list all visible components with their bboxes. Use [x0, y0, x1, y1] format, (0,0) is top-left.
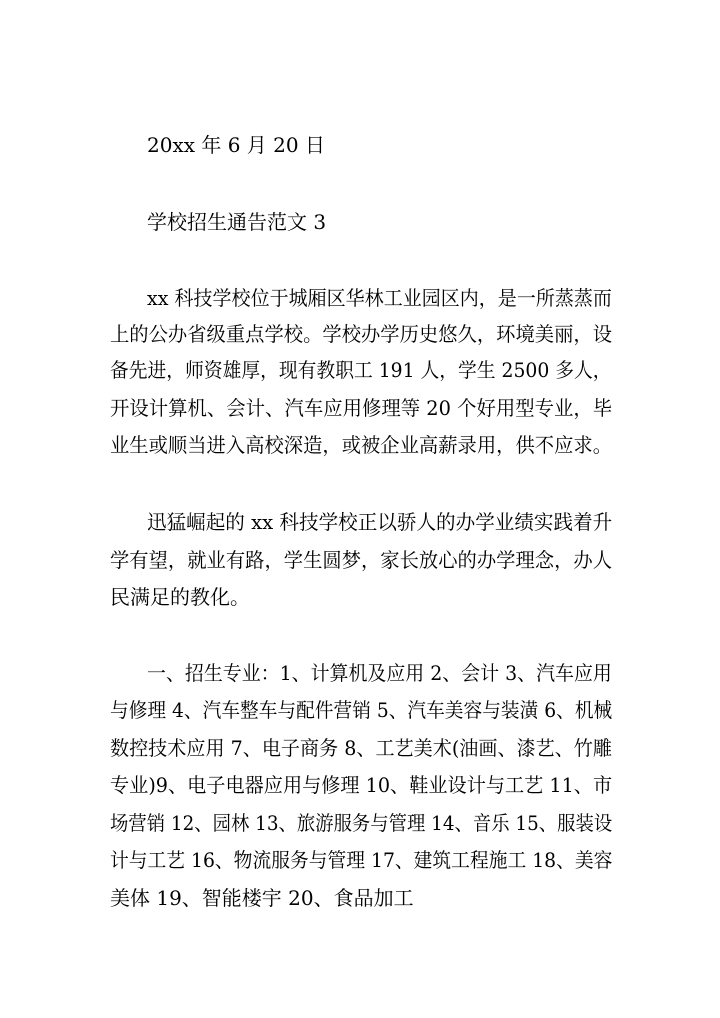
- paragraph-2-line: 学有望，就业有路，学生圆梦，家长放心的办学理念，办人: [110, 548, 613, 572]
- paragraph-1-line: 业生或顺当进入高校深造，或被企业高薪录用，供不应求。: [110, 433, 613, 457]
- paragraph-3-line: 场营销 12、园林 13、旅游服务与管理 14、音乐 15、服装设: [110, 811, 613, 835]
- document-date: 20xx 年 6 月 20 日: [147, 133, 325, 157]
- paragraph-3-line: 计与工艺 16、物流服务与管理 17、建筑工程施工 18、美容: [110, 848, 613, 872]
- paragraph-1-line: 开设计算机、会计、汽车应用修理等 20 个好用型专业，毕: [110, 396, 613, 420]
- paragraph-3-line: 与修理 4、汽车整车与配件营销 5、汽车美容与装潢 6、机械: [110, 698, 613, 722]
- paragraph-3-line: 专业)9、电子电器应用与修理 10、鞋业设计与工艺 11、市: [110, 773, 613, 797]
- paragraph-1-line: xx 科技学校位于城厢区华林工业园区内，是一所蒸蒸而: [147, 286, 612, 310]
- paragraph-3-line: 美体 19、智能楼宇 20、食品加工: [110, 886, 414, 910]
- document-title: 学校招生通告范文 3: [147, 210, 327, 234]
- paragraph-1-line: 备先进，师资雄厚，现有教职工 191 人，学生 2500 多人，: [110, 358, 612, 382]
- paragraph-2-line: 迅猛崛起的 xx 科技学校正以骄人的办学业绩实践着升: [147, 510, 613, 534]
- paragraph-3-line: 数控技术应用 7、电子商务 8、工艺美术(油画、漆艺、竹雕: [110, 736, 612, 760]
- paragraph-3-line: 一、招生专业：1、计算机及应用 2、会计 3、汽车应用: [147, 661, 612, 685]
- paragraph-1-line: 上的公办省级重点学校。学校办学历史悠久，环境美丽，设: [110, 322, 613, 346]
- paragraph-2-line: 民满足的教化。: [110, 585, 250, 609]
